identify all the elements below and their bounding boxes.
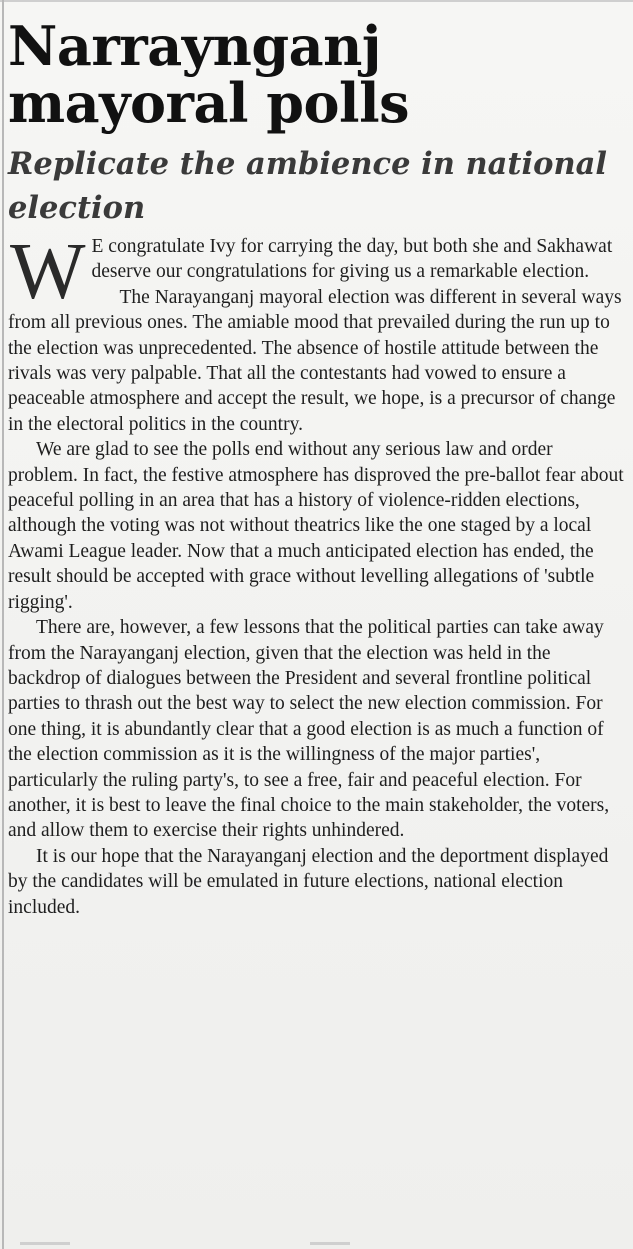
- drop-cap: W: [10, 228, 86, 316]
- paragraph-2: The Narayanganj mayoral election was different in several ways from all previous ones. The amiable mood that prevailed during the run up to the election was unprecedented. The absence of hostile attitude between the rivals was very palpable. That all the contestants had vowed to ensure a peaceable atmosphere and accept the result, we hope, is a precursor of change in the electoral politics in the country.: [8, 286, 622, 435]
- subheadline: Replicate the ambience in national election: [8, 146, 607, 226]
- article-body: [8, 228, 625, 920]
- top-divider: [0, 0, 633, 2]
- left-column-rule: [2, 0, 4, 1249]
- paragraph-5: It is our hope that the Narayanganj election and the deportment displayed by the candidates will be emulated in future elections, national election included.: [8, 845, 609, 918]
- headline: Narraynganj mayoral polls: [8, 14, 409, 135]
- editorial-article: [8, 14, 625, 920]
- paragraph-1-text: E congratulate Ivy for carrying the day, but both she and Sakhawat deserve our congratulations for giving us a remarkable election.: [91, 236, 613, 283]
- bottom-edge: [0, 1236, 633, 1249]
- bottom-mark: [310, 1242, 350, 1245]
- bottom-mark: [20, 1242, 70, 1245]
- paragraph-4: There are, however, a few lessons that the political parties can take away from the Narayanganj election, given that the election was held in the backdrop of dialogues between the President and several frontline political parties to thrash out the best way to select the new election commission. For one thing, it is abundantly clear that a good election is as much a function of the election commission as it is the willingness of the major parties', particularly the ruling party's, to see a free, fair and peaceful election. For another, it is best to leave the final choice to the main stakeholder, the voters, and allow them to exercise their rights unhindered.: [8, 617, 610, 842]
- paragraph-1: [8, 228, 625, 316]
- paragraph-3: We are glad to see the polls end without any serious law and order problem. In fact, the festive atmosphere has disproved the pre-ballot fear about peaceful polling in an area that has a history of violence-ridden elections, although the voting was not without theatrics like the one staged by a local Awami League leader. Now that a much anticipated election has ended, the result should be accepted with grace without levelling allegations of 'subtle rigging'.: [8, 439, 624, 613]
